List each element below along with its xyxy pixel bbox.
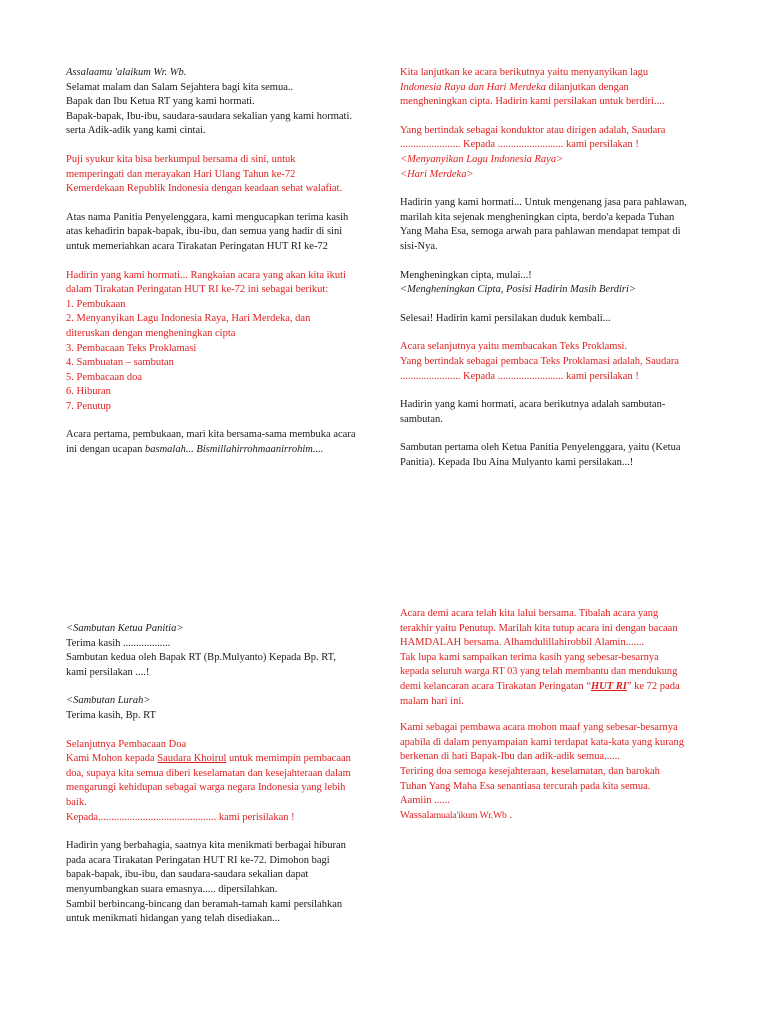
paragraph-sambutan-intro: Hadirin yang kami hormati, acara berikutnya adalah sambutan- sambutan. — [400, 399, 666, 425]
paragraph-panitia: Atas nama Panitia Penyelenggara, kami mengucapkan terima kasih atas kehadirin bapak-bapak, ibu-ibu, dan semua yang hadir di sini untuk memeriahkan acara Tirakatan Peringatan HUT RI ke-72 — [66, 211, 349, 252]
paragraph-penutup: Acara demi acara telah kita lalui bersama. Tibalah acara yang terakhir yaitu Penutup. Marilah kita tutup acara ini dengan bacaan HAMDALAH bersama. Alhamdulillahirobbil Alamin....... Tak lupa kami sampaikan terima kasih yang sebesar-besarnya kepada seluruh warga RT 03 yang telah membantu dan mendukung demi kelancaran acara Tirakatan Peringatan “HUT RI” ke 72 pada malam hari ini. — [400, 608, 680, 707]
paragraph-syukur: Puji syukur kita bisa berkumpul bersama di sini, untuk memperingati dan merayakan Hari Ulang Tahun ke-72 Kemerdekaan Republik Indonesia dengan keadaan sehat walafiat. — [66, 153, 343, 195]
paragraph-pembukaan: Acara pertama, pembukaan, mari kita bersama-sama membuka acara ini dengan ucapan basmalah... Bismillahirrohmaanirrohim.... — [66, 429, 356, 456]
column-top-right — [400, 66, 710, 470]
stage-direction: <Sambutan Ketua Panitia> — [66, 623, 184, 634]
paragraph-konduktor: Yang bertindak sebagai konduktor atau dirigen adalah, Saudara ....................... Kepada ......................... kami persilakan ! <Menyanyikan Lagu Indonesia Raya> <Hari Merdeka> — [400, 124, 666, 180]
greeting-salam: Assalaamu 'alaikum Wr. Wb. — [66, 67, 187, 78]
agenda-item: diteruskan dengan mengheningkan cipta — [66, 327, 236, 339]
agenda-item: 6. Hiburan — [66, 386, 111, 398]
paragraph-rangkaian-acara: Hadirin yang kami hormati... Rangkaian acara yang akan kita ikuti dalam Tirakatan Peringatan HUT RI ke-72 ini sebagai berikut: 1. Pembukaan 2. Menyanyikan Lagu Indonesia Raya, Hari Merdeka, dan diteruskan dengan mengheningkan cipta 3. Pembacaan Teks Proklamasi 4. Sambuatan – sambutan 5. Pembacaan doa 6. Hiburan 7. Penutup — [66, 269, 384, 415]
agenda-item: 3. Pembacaan Teks Proklamasi — [66, 342, 197, 354]
paragraph-lagu: Kita lanjutkan ke acara berikutnya yaitu menyanyikan lagu Indonesia Raya dan Hari Merdeka dilanjutkan dengan mengheningkan cipta. Hadirin kami persilakan untuk berdiri.... — [400, 67, 665, 108]
agenda-item: 5. Pembacaan doa — [66, 371, 143, 383]
name-underlined: Saudara Khoirul — [157, 753, 227, 765]
greeting-line: Bapak dan Ibu Ketua RT yang kami hormati. — [66, 96, 255, 108]
hut-ri-emphasis: HUT RI — [590, 680, 627, 692]
paragraph-sambutan-lurah: <Sambutan Lurah> Terima kasih, Bp. RT — [66, 694, 384, 723]
agenda-item: 2. Menyanyikan Lagu Indonesia Raya, Hari Merdeka, dan — [66, 313, 311, 325]
greeting-line: Selamat malam dan Salam Sejahtera bagi kita semua.. — [66, 81, 294, 93]
paragraph-mulai: Mengheningkan cipta, mulai...! <Mengheningkan Cipta, Posisi Hadirin Masih Berdiri> — [400, 269, 637, 296]
greeting-line: Bapak-bapak, Ibu-ibu, saudara-saudara sekalian yang kami hormati. — [66, 110, 353, 122]
paragraph-proklamasi: Acara selanjutnya yaitu membacakan Teks Proklamsi. Yang bertindak sebagai pembaca Teks Proklamasi adalah, Saudara ....................... Kepada ......................... kami persilakan ! — [400, 341, 680, 382]
column-top-left — [66, 66, 384, 458]
agenda-item: 1. Pembukaan — [66, 298, 126, 310]
column-bottom-left: <Sambutan Ketua Panitia> Terima kasih .................. Sambutan kedua oleh Bapak RT (Bp.Mulyanto) Kepada Bp. RT, kami persilakan ....! <Sambutan Lurah> Terima kasih, Bp. RT Selanjutnya Pembacaan Doa Kami Mohon kepada Saudara Khoirul untuk memimpin pembacaan doa, supaya kita semua diberi keselamatan dan kesejahteraan dalam mengarungi kehidupan sebagai warga negara Indonesia yang lebih baik. Kepada............................................. kami perisilakan ! Hadirin yang berbahagia, saatnya kita menikmati berbagai hiburan pada acara Tirakatan Peringatan HUT RI ke-72. Dimohon bagi bapak-bapak, ibu-ibu, dan saudara-saudara sekalian dapat menyumbangkan suara emasnya..... dipersilahkan. Sambil berbincang-bincang dan beramah-tamah kami persilahkan untuk menikmati hidangan yang telah disediakan... — [66, 622, 384, 927]
closing-salam: Wassalamuala'ikum Wr.Wb . — [400, 809, 512, 821]
paragraph-mengheningkan: Hadirin yang kami hormati... Untuk mengenang jasa para pahlawan, marilah kita sejenak mengheningkan cipta, berdo'a kepada Tuhan Yang Maha Esa, semoga arwah para pahlawan mendapat tempat di sisi-Nya. — [400, 197, 687, 252]
column-bottom-right — [400, 607, 702, 823]
stage-direction: <Sambutan Lurah> — [66, 695, 151, 707]
agenda-item: 7. Penutup — [66, 400, 111, 412]
paragraph-sambutan-pertama: Sambutan pertama oleh Ketua Panitia Penyelenggara, yaitu (Ketua Panitia). Kepada Ibu Aina Mulyanto kami persilakan...! — [400, 442, 681, 468]
greeting-line: serta Adik-adik yang kami cintai. — [66, 125, 206, 137]
paragraph-doa: Selanjutnya Pembacaan Doa Kami Mohon kepada Saudara Khoirul untuk memimpin pembacaan doa, supaya kita semua diberi keselamatan dan kesejahteraan dalam mengarungi kehidupan sebagai warga negara Indonesia yang lebih baik. Kepada............................................. kami perisilakan ! — [66, 738, 351, 823]
paragraph-hiburan: Hadirin yang berbahagia, saatnya kita menikmati berbagai hiburan pada acara Tirakatan Peringatan HUT RI ke-72. Dimohon bagi bapak-bapak, ibu-ibu, dan saudara-saudara sekalian dapat menyumbangkan suara emasnya..... dipersilahkan. Sambil berbincang-bincang dan beramah-tamah kami persilahkan untuk menikmati hidangan yang telah disediakan... — [66, 840, 346, 925]
paragraph-mohon-maaf: Kami sebagai pembawa acara mohon maaf yang sebesar-besarnya apabila di dalam penyampaian kami terdapat kata-kata yang kurang berkenan di hati Bapak-Ibu dan adik-adik semua...... Teriring doa semoga kesejahteraan, keselamatan, dan barokah Tuhan Yang Maha Esa senantiasa tercurah pada kita semua. Aamiin ...... Wassalamuala'ikum Wr.Wb . — [400, 721, 702, 823]
paragraph-selesai: Selesai! Hadirin kami persilakan duduk kembali... — [400, 312, 611, 324]
agenda-item: 4. Sambuatan – sambutan — [66, 357, 174, 369]
